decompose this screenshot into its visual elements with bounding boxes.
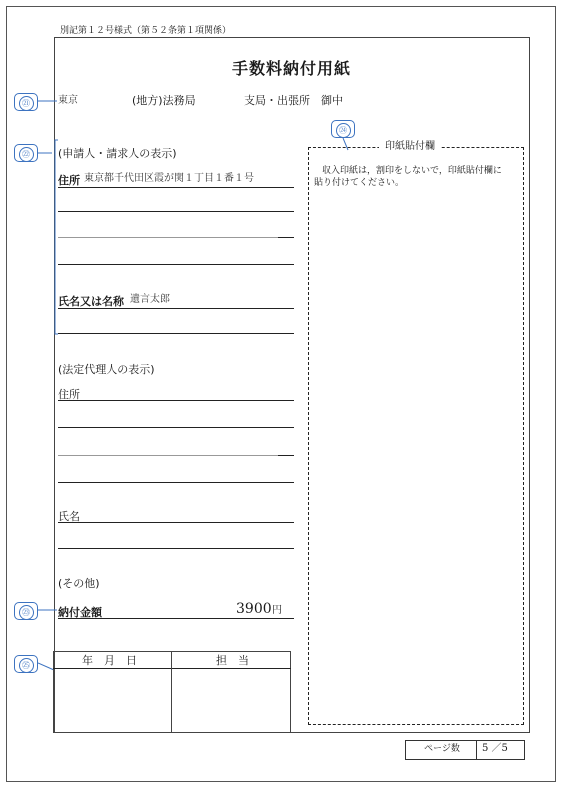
form-reference: 別記第１２号様式（第５２条第１項関係） [60,26,232,36]
applicant-address-line-4 [58,264,294,265]
branch-label: 支局・出張所 [244,94,310,107]
date-header: 年 月 日 [82,654,137,667]
marker-22-bracket [38,138,60,338]
agent-name-label: 氏名 [58,510,80,523]
agent-name-line-2 [58,548,294,549]
agent-address-label: 住所 [58,388,80,401]
applicant-heading: (申請人・請求人の表示) [58,147,177,160]
agent-heading: (法定代理人の表示) [58,363,155,376]
date-table-column-divider [171,651,172,733]
agent-address-line-1 [58,400,294,401]
gochu-label: 御中 [321,94,343,107]
chihou-label: (地方)法務局 [132,94,196,107]
applicant-name-line-2 [58,333,294,334]
agent-address-line-4 [58,482,294,483]
office-name-value: 東京 [58,95,78,106]
marker-21-arrow [38,96,58,106]
page-title: 手数料納付用紙 [232,59,352,78]
page-count-label: ページ数 [424,744,460,754]
fee-line [58,618,294,619]
applicant-address-line-1 [58,187,294,188]
agent-address-line-2 [58,427,294,428]
other-heading: (その他) [58,577,100,590]
page-count-divider [476,740,477,760]
fee-label: 納付金額 [58,606,102,619]
applicant-address-value: 東京都千代田区霞が関１丁目１番１号 [84,173,254,184]
page-count-value: 5 ／5 [482,743,508,754]
applicant-address-label: 住所 [58,174,80,187]
marker-25: ㉕ [14,655,38,673]
agent-address-line-3 [58,455,294,456]
stamp-note-line-2: 貼り付けてください。 [314,178,405,188]
marker-24: ㉔ [331,120,355,138]
staff-header: 担 当 [216,654,249,667]
fee-value: 3900 [236,601,272,617]
marker-23-arrow [38,605,58,615]
agent-name-line-1 [58,522,294,523]
agent-address-line-3-end [278,455,294,456]
marker-21: ㉑ [14,93,38,111]
applicant-name-value: 遺言太郎 [130,294,170,305]
applicant-name-line-1 [58,308,294,309]
applicant-address-line-2 [58,211,294,212]
stamp-note-line-1: 収入印紙は，割印をしないで，印紙貼付欄に [322,166,502,176]
marker-22: ㉒ [14,144,38,162]
applicant-address-line-3-end [278,237,294,238]
applicant-name-label: 氏名又は名称 [58,295,124,308]
marker-23: ㉓ [14,602,38,620]
stamp-area-title: 印紙貼付欄 [379,142,441,152]
applicant-address-line-3 [58,237,294,238]
date-table-header-divider [53,668,291,669]
marker-24-arrow [336,138,356,152]
stamp-area [308,147,524,725]
fee-unit: 円 [272,605,282,616]
